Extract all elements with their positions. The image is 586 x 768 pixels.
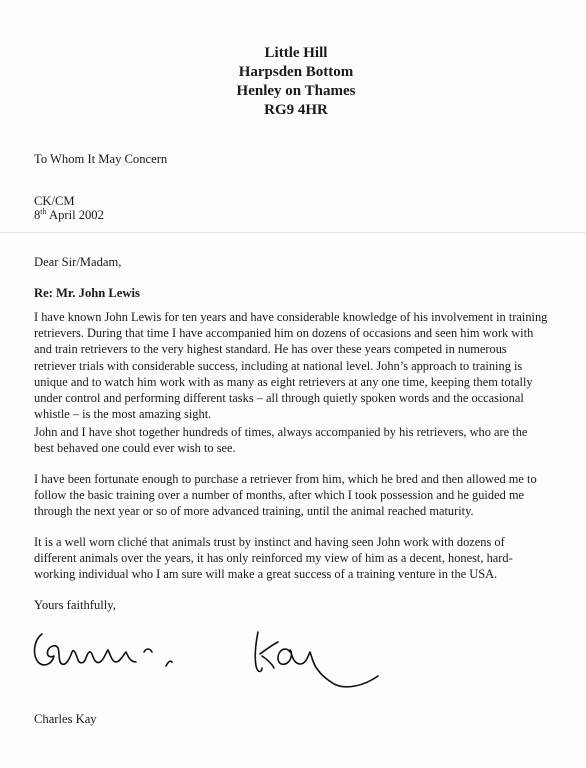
scan-fold-line bbox=[0, 232, 586, 233]
paragraph-line: through the next year or so of more advanced training, until the animal reached maturity. bbox=[34, 504, 474, 519]
paragraph-line: I have been fortunate enough to purchase a retriever from him, which he bred and then allowed me to bbox=[34, 472, 537, 486]
date-day: 8 bbox=[34, 208, 41, 222]
reference-code: CK/CM bbox=[34, 194, 75, 208]
paragraph-line: unique and to watch him work with as many as eight retrievers at any one time, keeping them totally bbox=[34, 374, 533, 389]
paragraph-line: under control and performing different tasks – all through quietly spoken words and the occasional bbox=[34, 391, 524, 406]
date-suffix: th bbox=[40, 206, 47, 216]
paragraph-line: John and I have shot together hundreds of times, always accompanied by his retrievers, who are the bbox=[34, 425, 528, 439]
paragraph-2 bbox=[34, 424, 574, 456]
sender-address bbox=[0, 44, 586, 120]
paragraph-line: different animals over the years, it has only reinforced my view of him as a decent, honest, hard- bbox=[34, 551, 513, 566]
closing: Yours faithfully, bbox=[34, 598, 116, 612]
address-line: Little Hill bbox=[264, 45, 328, 61]
address-line: Harpsden Bottom bbox=[238, 64, 354, 80]
letter-date bbox=[34, 207, 104, 223]
paragraph-1 bbox=[34, 309, 574, 422]
paragraph-line: retriever trials with considerable success, including at national level. John’s approach to training is bbox=[34, 358, 523, 373]
paragraph-4 bbox=[34, 534, 574, 583]
signatory-name: Charles Kay bbox=[34, 712, 97, 726]
date-month-year: April 2002 bbox=[46, 208, 104, 222]
paragraph-line: retrievers. During that time I have accompanied him on dozens of occasions and seen him work with bbox=[34, 326, 534, 341]
handwritten-signature bbox=[28, 614, 408, 694]
paragraph-line: follow the basic training over a number of months, after which I took possession and he guided me bbox=[34, 488, 525, 503]
address-line: Henley on Thames bbox=[236, 83, 356, 99]
paragraph-line: It is a well worn cliché that animals trust by instinct and having seen John work with dozens of bbox=[34, 535, 505, 549]
address-line: RG9 4HR bbox=[264, 102, 328, 118]
salutation: Dear Sir/Madam, bbox=[34, 255, 122, 269]
paragraph-line: working individual who I am sure will make a great success of a training venture in the USA. bbox=[34, 567, 498, 582]
paragraph-line: best behaved one could ever wish to see. bbox=[34, 441, 236, 456]
recipient-line: To Whom It May Concern bbox=[34, 152, 168, 166]
paragraph-line: I have known John Lewis for ten years and have considerable knowledge of his involvement in training bbox=[34, 310, 548, 324]
subject-line: Re: Mr. John Lewis bbox=[34, 286, 140, 300]
paragraph-line: and train retrievers to the very highest standard. He has over these years competed in numerous bbox=[34, 342, 507, 357]
paragraph-3 bbox=[34, 471, 574, 520]
paragraph-line: whistle – is the most amazing sight. bbox=[34, 407, 212, 422]
